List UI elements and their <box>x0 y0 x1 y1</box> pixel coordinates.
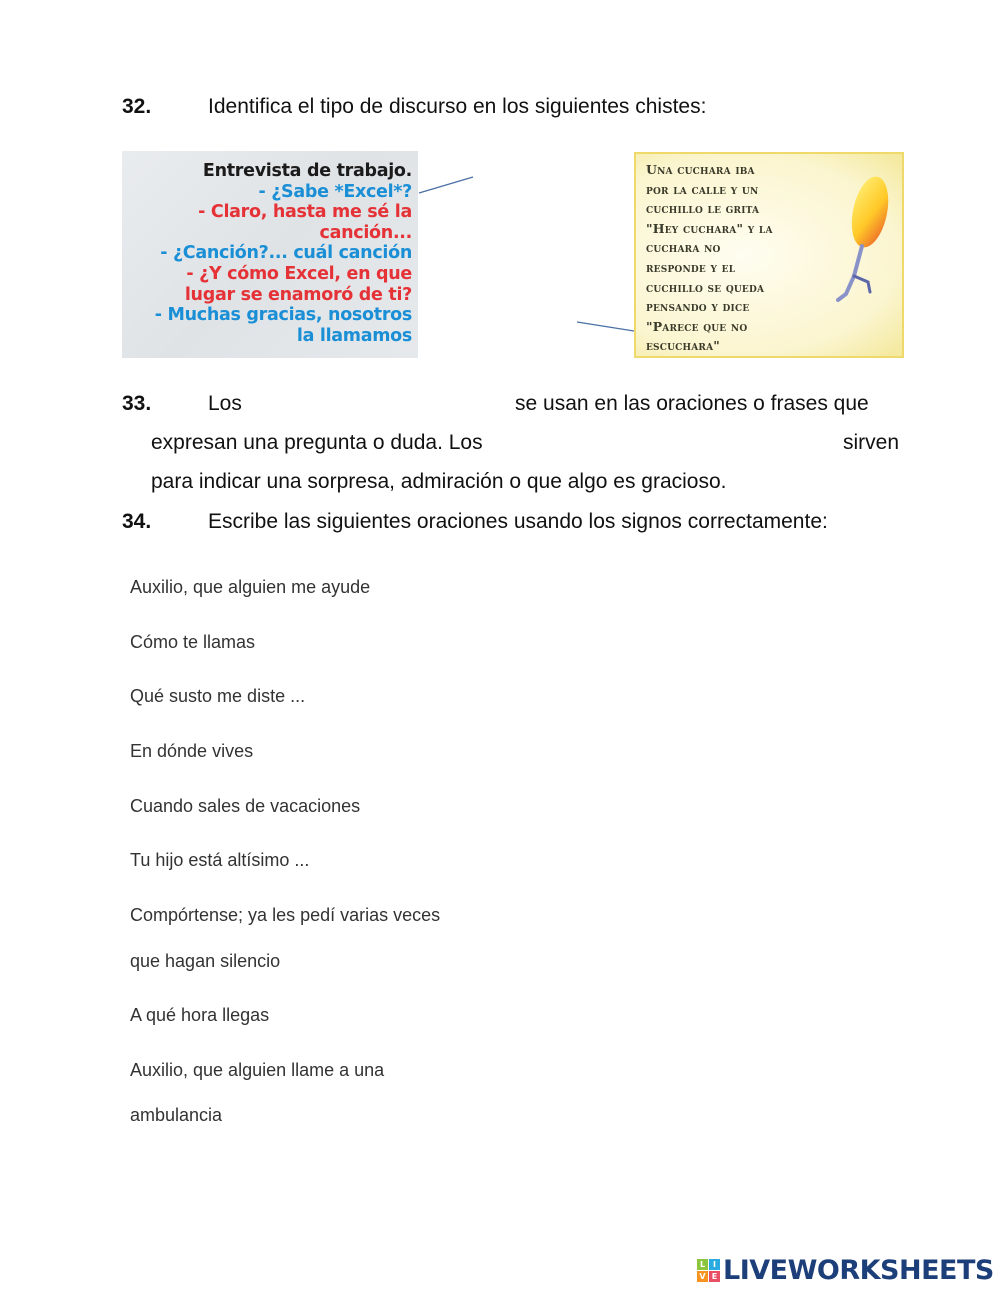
sentence-item: que hagan silencio <box>130 951 281 971</box>
joke2-line: pensando y dice <box>646 299 750 315</box>
joke1-line: Entrevista de trabajo. <box>202 161 412 181</box>
joke2-line: por la calle y un <box>646 181 759 197</box>
joke2-line: Una cuchara iba <box>646 162 755 177</box>
connector-line-2 <box>577 322 634 331</box>
running-spoon-icon <box>832 170 896 320</box>
sentence-item: Auxilio, que alguien me ayude <box>130 577 371 597</box>
joke1-line: la llamamos <box>296 325 412 346</box>
logo-block: I <box>709 1259 720 1270</box>
joke-image-spoon <box>634 152 904 358</box>
sentence-item: Cuando sales de vacaciones <box>130 796 361 816</box>
joke1-line: canción... <box>319 222 412 243</box>
question-33-line1-end: se usan en las oraciones o frases que <box>515 392 869 415</box>
joke2-line: responde y el <box>646 259 736 275</box>
joke1-line: - ¿Y cómo Excel, en que <box>186 263 412 284</box>
question-34-number: 34. <box>122 510 152 533</box>
question-32-text: Identifica el tipo de discurso en los siguientes chistes: <box>208 95 707 118</box>
sentence-item: A qué hora llegas <box>130 1005 270 1025</box>
joke1-line: - Claro, hasta me sé la <box>198 202 412 223</box>
sentence-item: Auxilio, que alguien llame a una <box>130 1060 385 1080</box>
question-33-number: 33. <box>122 392 152 415</box>
joke2-line: cuchillo le grita <box>646 201 760 217</box>
logo-text: LIVEWORKSHEETS <box>723 1254 994 1286</box>
joke1-line: lugar se enamoró de ti? <box>184 284 412 305</box>
connector-line-1 <box>419 177 473 193</box>
logo-block: E <box>709 1271 720 1282</box>
sentence-item: ambulancia <box>130 1105 223 1125</box>
joke2-line: cuchillo se queda <box>646 279 765 295</box>
live-blocks-icon <box>697 1259 720 1282</box>
joke1-line: - ¿Canción?... cuál canción <box>160 243 412 264</box>
sentence-item: En dónde vives <box>130 741 254 761</box>
question-32-number: 32. <box>122 95 152 118</box>
sentence-item: Cómo te llamas <box>130 632 256 652</box>
answer-blank-2[interactable] <box>516 429 836 457</box>
question-33-line3: para indicar una sorpresa, admiración o que algo es gracioso. <box>151 470 727 493</box>
liveworksheets-logo <box>697 1255 994 1285</box>
question-33-line2-start: expresan una pregunta o duda. Los <box>151 431 483 454</box>
logo-block: V <box>697 1271 708 1282</box>
joke-image-job-interview <box>122 151 418 358</box>
sentence-item: Compórtense; ya les pedí varias veces <box>130 905 441 925</box>
joke2-line: cuchara no <box>646 240 721 256</box>
question-33-line2-end: sirven <box>843 431 900 454</box>
joke2-line: "Parece que no <box>646 318 748 334</box>
joke1-line: - ¿Sabe *Excel*? <box>258 181 412 202</box>
question-34-text: Escribe las siguientes oraciones usando los signos correctamente: <box>208 510 828 533</box>
logo-block: L <box>697 1259 708 1270</box>
joke1-line: - Muchas gracias, nosotros <box>154 305 412 326</box>
sentence-item: Qué susto me diste ... <box>130 686 306 706</box>
sentence-item: Tu hijo está altísimo ... <box>130 850 310 870</box>
question-33-line1-start: Los <box>208 392 242 415</box>
answer-blank-1[interactable] <box>250 390 508 418</box>
joke2-line: "Hey cuchara" y la <box>646 220 773 236</box>
joke2-line: escuchara" <box>646 338 720 354</box>
